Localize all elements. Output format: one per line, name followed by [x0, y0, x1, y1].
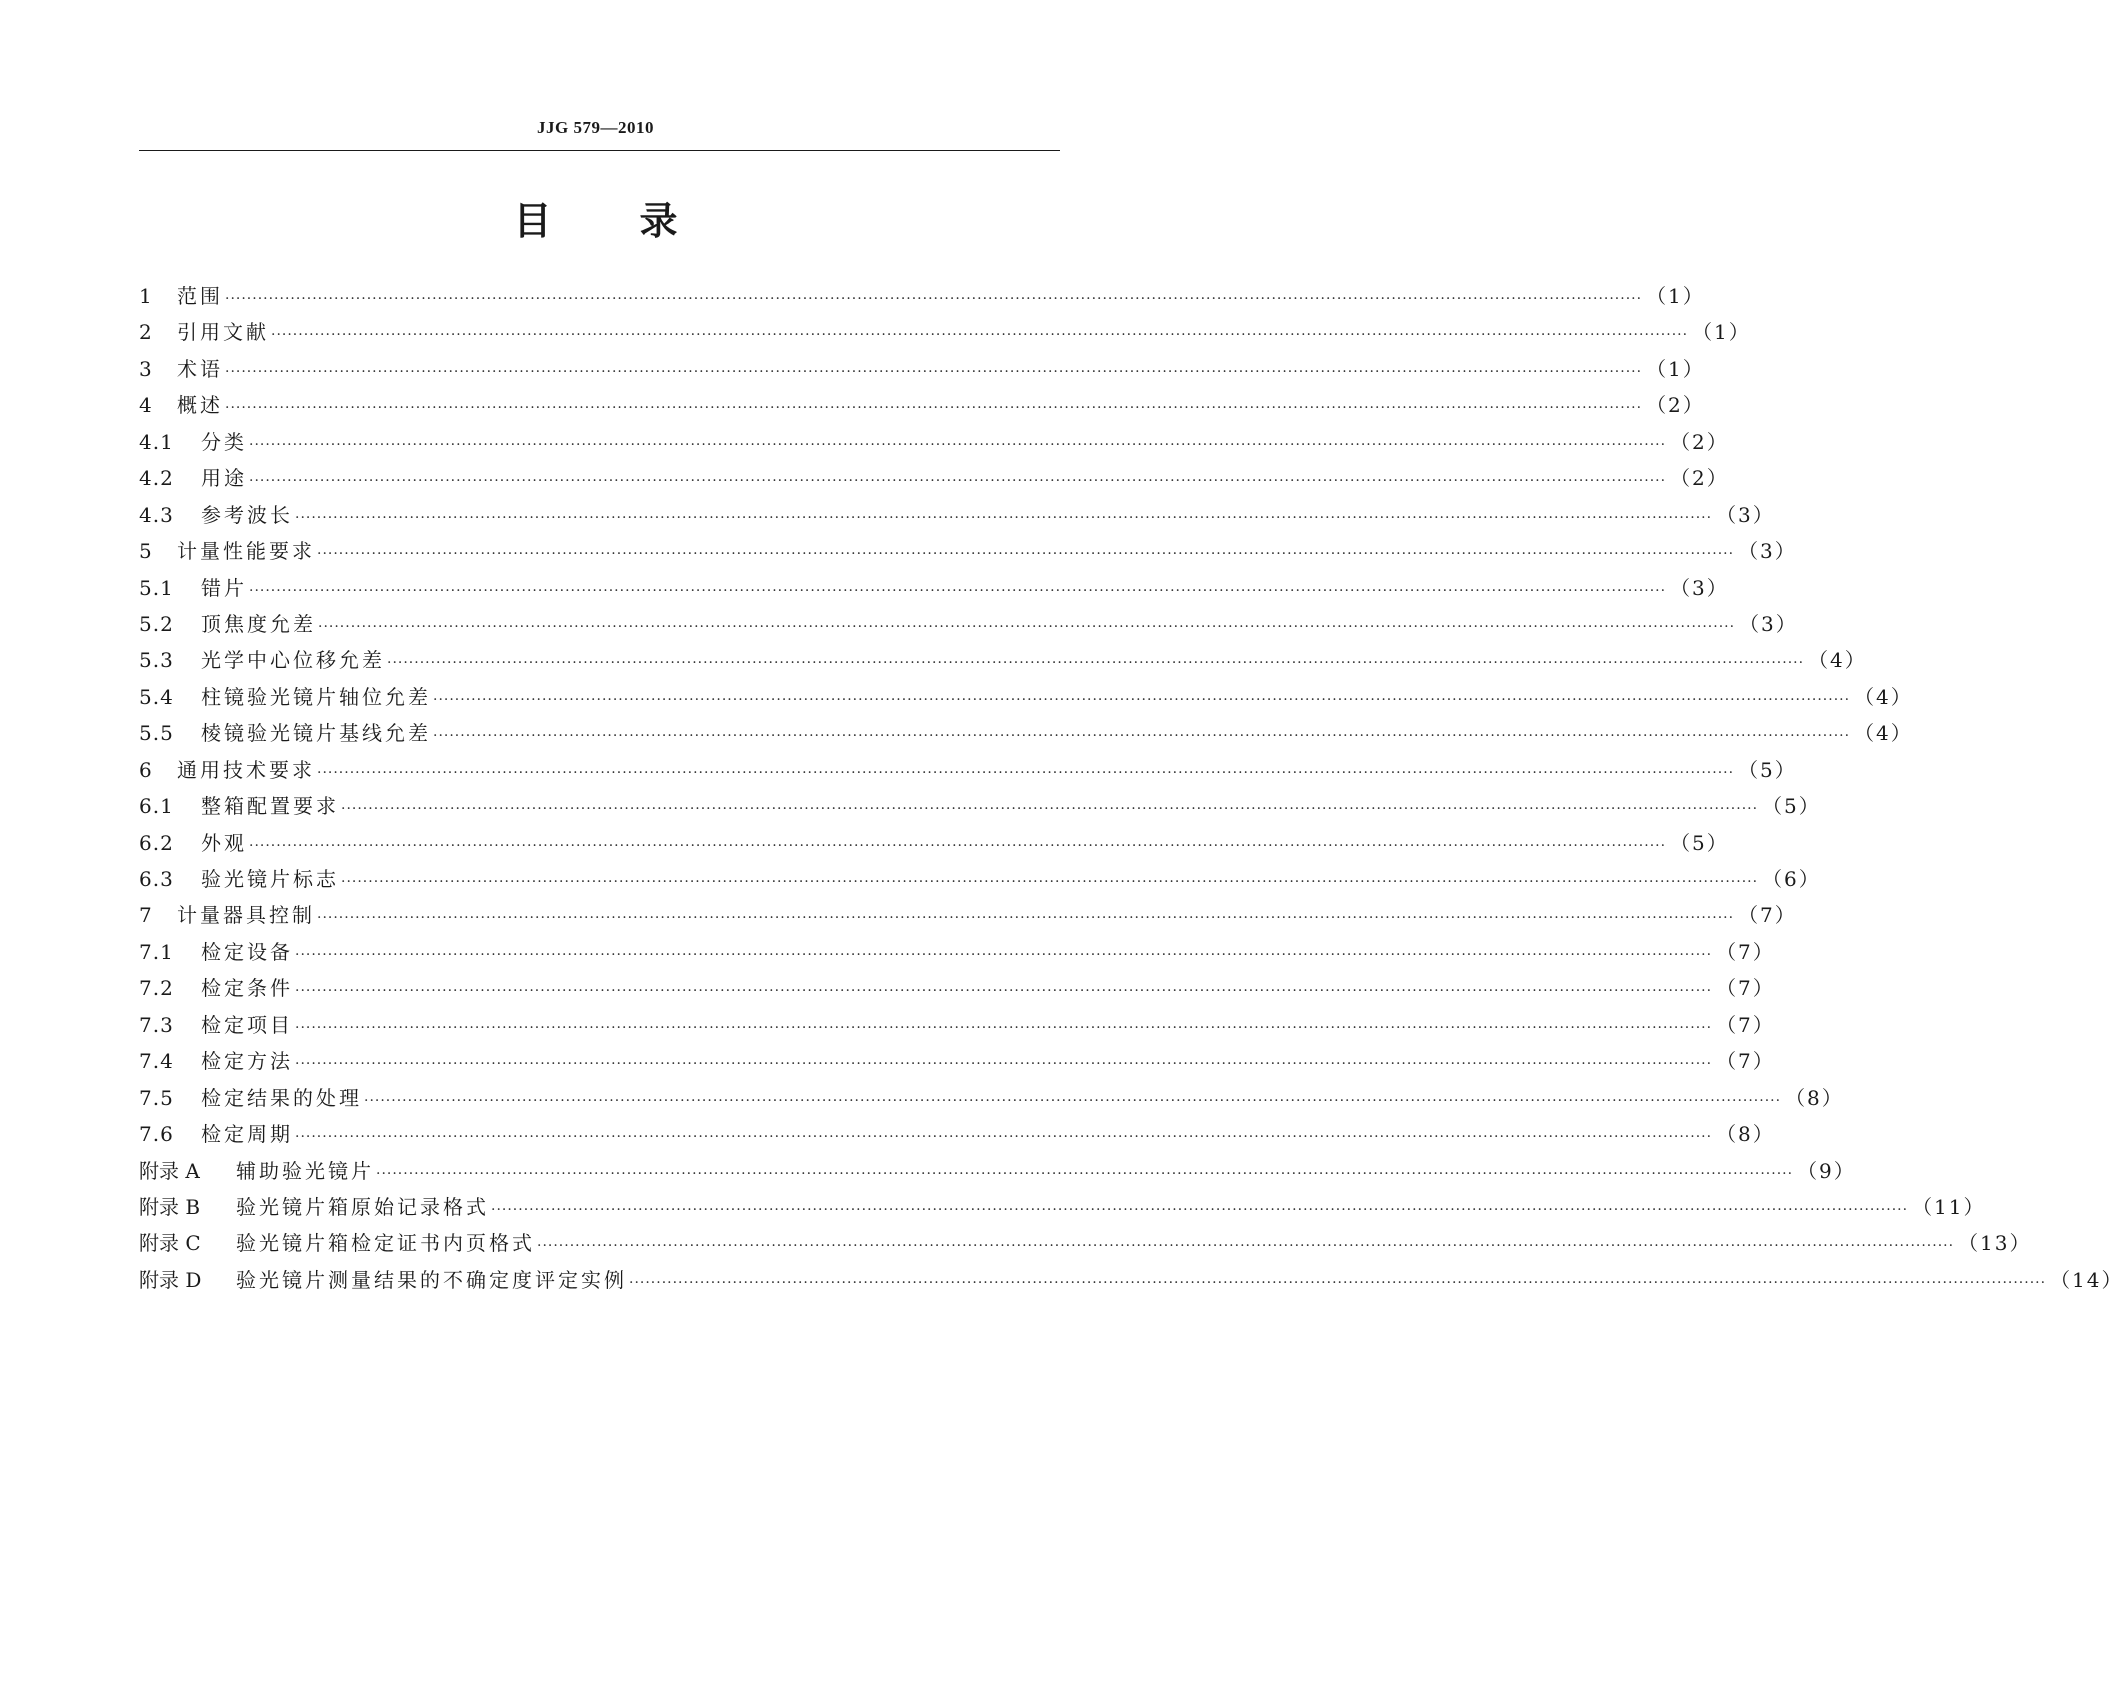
toc-entry[interactable]: [139, 570, 1729, 606]
toc-entry-page: （6）: [1762, 867, 1821, 891]
toc-entry[interactable]: [139, 387, 1705, 423]
toc-leader-dots: ····································································································································································································································································: [295, 1019, 1713, 1036]
toc-leader-dots: ····································································································································································································································································: [341, 801, 1759, 818]
toc-entry-page: （8）: [1716, 1122, 1775, 1147]
toc-entry-label: 检定条件: [201, 976, 293, 1001]
toc-leader-dots: ····································································································································································································································································: [295, 946, 1713, 963]
toc-entry-label: 范围: [177, 284, 223, 308]
header-rule: [139, 150, 1060, 151]
toc-entry[interactable]: [139, 642, 1867, 678]
toc-entry-label: 验光镜片标志: [201, 867, 339, 891]
toc-entry-number: 4: [139, 393, 153, 418]
toc-entry-page: （3）: [1670, 575, 1729, 600]
toc-entry-page: （11）: [1912, 1194, 1986, 1219]
toc-entry-number: 6: [139, 757, 153, 782]
toc-entry[interactable]: [139, 606, 1798, 642]
toc-entry[interactable]: [139, 1043, 1775, 1079]
toc-entry-page: （2）: [1670, 466, 1729, 491]
toc-entry-number: 4.2: [139, 466, 174, 491]
toc-entry-number: 7.6: [139, 1122, 174, 1147]
toc-entry[interactable]: [139, 1116, 1775, 1152]
toc-entry-number: 3: [139, 356, 153, 381]
toc-entry-label: 计量器具控制: [177, 903, 315, 928]
toc-entry-label: 辅助验光镜片: [236, 1158, 374, 1183]
toc-entry-number: 附录 B: [139, 1194, 201, 1219]
toc-entry[interactable]: [139, 497, 1775, 533]
toc-entry-label: 检定结果的处理: [201, 1085, 362, 1110]
toc-entry-page: （7）: [1738, 903, 1797, 928]
toc-entry-number: 5.2: [139, 611, 174, 636]
toc-entry-label: 验光镜片箱检定证书内页格式: [236, 1231, 535, 1256]
toc-entry[interactable]: [139, 1007, 1775, 1043]
toc-entry-label: 检定设备: [201, 939, 293, 964]
toc-entry-number: 4.3: [139, 502, 174, 527]
toc-entry-number: 7.4: [139, 1049, 174, 1074]
toc-leader-dots: ····································································································································································································································································: [295, 1056, 1713, 1073]
toc-entry-number: 6.1: [139, 794, 174, 819]
toc-entry[interactable]: [139, 934, 1775, 970]
toc-entry-label: 检定方法: [201, 1049, 293, 1074]
toc-leader-dots: ····································································································································································································································································: [249, 473, 1667, 490]
toc-entry-number: 6.3: [139, 867, 174, 891]
title-char-2: 录: [639, 199, 678, 243]
toc-entry-page: （8）: [1785, 1085, 1844, 1110]
toc-entry[interactable]: [139, 1225, 2032, 1261]
toc-entry-label: 检定项目: [201, 1012, 293, 1037]
toc-entry[interactable]: [139, 314, 1751, 350]
toc-leader-dots: ····································································································································································································································································: [433, 728, 1851, 745]
toc-entry-page: （4）: [1854, 684, 1913, 709]
toc-entry[interactable]: [139, 825, 1729, 861]
page-title: [0, 196, 1191, 246]
toc-entry-page: （3）: [1738, 539, 1797, 564]
title-char-1: 目: [513, 199, 552, 243]
toc-entry-page: （13）: [1958, 1231, 2032, 1256]
toc-entry-page: （4）: [1808, 648, 1867, 673]
toc-entry[interactable]: [139, 861, 1821, 897]
toc-leader-dots: ····································································································································································································································································: [225, 363, 1643, 380]
toc-entry-label: 验光镜片箱原始记录格式: [236, 1194, 489, 1219]
toc-entry-page: （7）: [1716, 976, 1775, 1001]
toc-leader-dots: ····································································································································································································································································: [629, 1274, 2047, 1291]
toc-leader-dots: ····································································································································································································································································: [225, 400, 1643, 417]
toc-leader-dots: ····································································································································································································································································: [249, 582, 1667, 599]
toc-entry-label: 计量性能要求: [177, 539, 315, 564]
toc-entry[interactable]: [139, 788, 1821, 824]
toc-leader-dots: ····································································································································································································································································: [318, 618, 1736, 635]
toc-entry[interactable]: [139, 1262, 2124, 1298]
toc-entry-page: （3）: [1716, 502, 1775, 527]
toc-entry-page: （7）: [1716, 939, 1775, 964]
standard-code-header: JJG 579—2010: [537, 118, 654, 137]
toc-entry-page: （7）: [1716, 1012, 1775, 1037]
toc-entry-page: （2）: [1646, 393, 1705, 418]
toc-entry-label: 用途: [201, 466, 247, 491]
toc-entry[interactable]: [139, 1080, 1844, 1116]
toc-entry[interactable]: [139, 679, 1913, 715]
toc-leader-dots: ····································································································································································································································································: [317, 546, 1735, 563]
toc-entry[interactable]: [139, 460, 1729, 496]
toc-entry-label: 顶焦度允差: [201, 611, 316, 636]
toc-entry-label: 柱镜验光镜片轴位允差: [201, 684, 431, 709]
toc-leader-dots: ····································································································································································································································································: [317, 764, 1735, 781]
toc-leader-dots: ····································································································································································································································································: [376, 1165, 1794, 1182]
toc-entry-number: 附录 C: [139, 1231, 201, 1256]
toc-leader-dots: ····································································································································································································································································: [295, 983, 1713, 1000]
toc-entry-label: 分类: [201, 429, 247, 454]
toc-leader-dots: ····································································································································································································································································: [491, 1201, 1909, 1218]
toc-entry-number: 2: [139, 320, 153, 345]
toc-entry-page: （5）: [1738, 757, 1797, 782]
toc-entry-label: 外观: [201, 830, 247, 855]
toc-leader-dots: ····································································································································································································································································: [295, 1129, 1713, 1146]
toc-entry-page: （9）: [1797, 1158, 1856, 1183]
toc-leader-dots: ····································································································································································································································································: [271, 327, 1689, 344]
toc-entry-label: 术语: [177, 356, 223, 381]
toc-entry-page: （3）: [1739, 611, 1798, 636]
toc-entry-label: 引用文献: [177, 320, 269, 345]
toc-leader-dots: ····································································································································································································································································: [317, 910, 1735, 927]
toc-entry-number: 附录 D: [139, 1267, 202, 1292]
toc-leader-dots: ····································································································································································································································································: [433, 691, 1851, 708]
toc-entry-label: 整箱配置要求: [201, 794, 339, 819]
toc-entry-number: 7.2: [139, 976, 174, 1001]
toc-entry-number: 7.3: [139, 1012, 174, 1037]
toc-entry[interactable]: [139, 715, 1913, 751]
toc-entry-number: 1: [139, 284, 153, 308]
toc-entry-number: 7: [139, 903, 153, 928]
toc-leader-dots: ····································································································································································································································································: [249, 837, 1667, 854]
toc-entry[interactable]: [139, 970, 1775, 1006]
toc-leader-dots: ····································································································································································································································································: [537, 1238, 1955, 1255]
toc-entry-number: 6.2: [139, 830, 174, 855]
toc-leader-dots: ····································································································································································································································································: [295, 509, 1713, 526]
toc-entry-page: （2）: [1670, 429, 1729, 454]
toc-entry-page: （7）: [1716, 1049, 1775, 1074]
toc-entry[interactable]: [139, 278, 1705, 314]
toc-entry-page: （4）: [1854, 721, 1913, 746]
toc-entry-number: 5.3: [139, 648, 174, 673]
toc-leader-dots: ····································································································································································································································································: [249, 436, 1667, 453]
toc-entry-number: 附录 A: [139, 1158, 200, 1183]
toc-entry-label: 通用技术要求: [177, 757, 315, 782]
toc-entry-page: （14）: [2050, 1267, 2124, 1292]
toc-entry[interactable]: [139, 424, 1729, 460]
toc-entry-number: 7.5: [139, 1085, 174, 1110]
toc-entry-page: （1）: [1646, 284, 1705, 308]
toc-entry-number: 5.5: [139, 721, 174, 746]
toc-entry[interactable]: [139, 1189, 1986, 1225]
toc-entry-label: 棱镜验光镜片基线允差: [201, 721, 431, 746]
toc-entry-label: 错片: [201, 575, 247, 600]
toc-leader-dots: ····································································································································································································································································: [225, 291, 1643, 307]
toc-entry-page: （1）: [1646, 356, 1705, 381]
toc-entry[interactable]: [139, 351, 1705, 387]
toc-entry-page: （5）: [1762, 794, 1821, 819]
toc-entry[interactable]: [139, 533, 1797, 569]
toc-entry-number: 5.1: [139, 575, 174, 600]
toc-entry-label: 参考波长: [201, 502, 293, 527]
toc-entry-number: 7.1: [139, 939, 174, 964]
toc-entry-label: 检定周期: [201, 1122, 293, 1147]
toc-entry-label: 光学中心位移允差: [201, 648, 385, 673]
toc-leader-dots: ····································································································································································································································································: [341, 874, 1759, 890]
toc-entry[interactable]: [139, 752, 1797, 788]
toc-leader-dots: ····································································································································································································································································: [387, 655, 1805, 672]
toc-entry-label: 验光镜片测量结果的不确定度评定实例: [236, 1267, 627, 1292]
toc-entry-page: （5）: [1670, 830, 1729, 855]
toc-entry[interactable]: [139, 897, 1797, 933]
toc-leader-dots: ····································································································································································································································································: [364, 1092, 1782, 1109]
toc-entry[interactable]: [139, 1153, 1856, 1189]
toc-entry-label: 概述: [177, 393, 223, 418]
toc-entry-number: 5: [139, 539, 153, 564]
table-of-contents: [139, 278, 2124, 1298]
toc-entry-number: 4.1: [139, 429, 174, 454]
toc-entry-number: 5.4: [139, 684, 174, 709]
toc-entry-page: （1）: [1692, 320, 1751, 345]
